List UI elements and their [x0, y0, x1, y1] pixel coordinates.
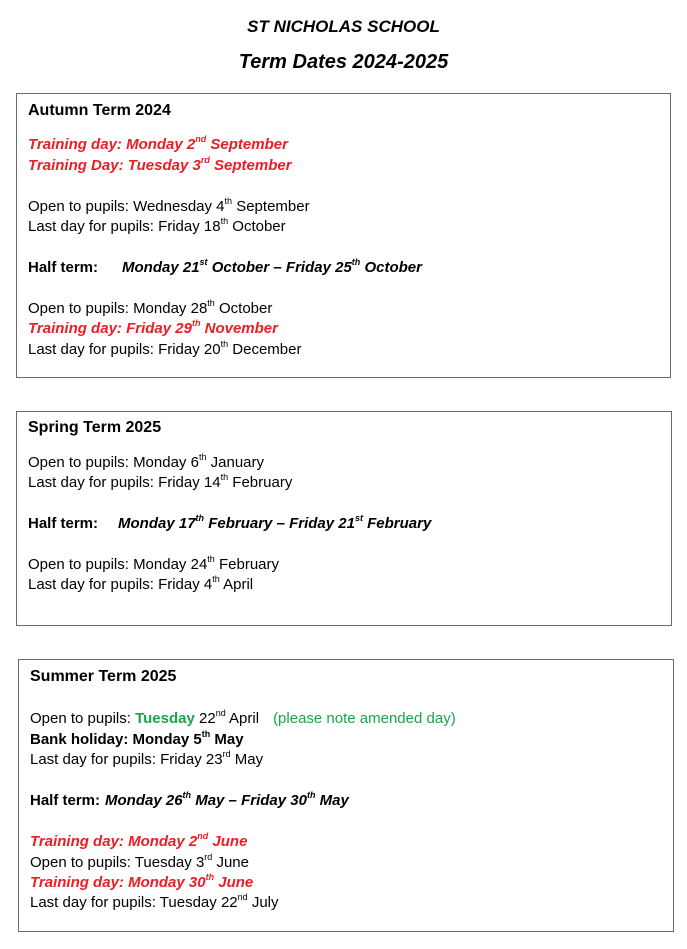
autumn-last-2: Last day for pupils: Friday 20th December [28, 339, 302, 358]
summer-open-2: Open to pupils: Tuesday 3rd June [30, 852, 249, 871]
autumn-last-1: Last day for pupils: Friday 18th October [28, 216, 286, 235]
summer-term-box [18, 659, 674, 932]
autumn-training-day-2: Training Day: Tuesday 3rd September [28, 155, 292, 174]
summer-term-title: Summer Term 2025 [30, 668, 177, 685]
spring-open-2: Open to pupils: Monday 24th February [28, 554, 280, 573]
autumn-training-day-1: Training day: Monday 2nd September [28, 134, 288, 153]
autumn-half-term: Half term: Monday 21st October – Friday 25th October [28, 257, 422, 276]
summer-training-day-2: Training day: Monday 30th June [30, 872, 254, 891]
autumn-term-box [16, 93, 671, 378]
summer-last-2: Last day for pupils: Tuesday 22nd July [30, 892, 279, 911]
autumn-training-day-3: Training day: Friday 29th November [28, 318, 278, 337]
autumn-open-2: Open to pupils: Monday 28th October [28, 298, 273, 317]
summer-half-term: Half term: Monday 26th May – Friday 30th May [30, 790, 349, 809]
summer-bank-holiday: Bank holiday: Monday 5th May [30, 729, 244, 748]
spring-term-title: Spring Term 2025 [28, 419, 162, 436]
school-name: ST NICHOLAS SCHOOL [247, 17, 440, 36]
spring-last-1: Last day for pupils: Friday 14th February [28, 472, 293, 491]
spring-open-1: Open to pupils: Monday 6th January [28, 452, 265, 471]
spring-half-term: Half term: Monday 17th February – Friday 21st February [28, 513, 432, 532]
summer-training-day-1: Training day: Monday 2nd June [30, 831, 248, 850]
amended-day-note: (please note amended day) [273, 710, 456, 727]
spring-last-2: Last day for pupils: Friday 4th April [28, 574, 254, 593]
spring-term-box [16, 411, 672, 626]
autumn-open-1: Open to pupils: Wednesday 4th September [28, 196, 310, 215]
page-title: Term Dates 2024-2025 [238, 51, 449, 73]
summer-last-1: Last day for pupils: Friday 23rd May [30, 749, 264, 768]
autumn-term-title: Autumn Term 2024 [28, 102, 171, 119]
summer-open-1: Open to pupils: Tuesday 22nd April (please note amended day) [30, 708, 456, 727]
